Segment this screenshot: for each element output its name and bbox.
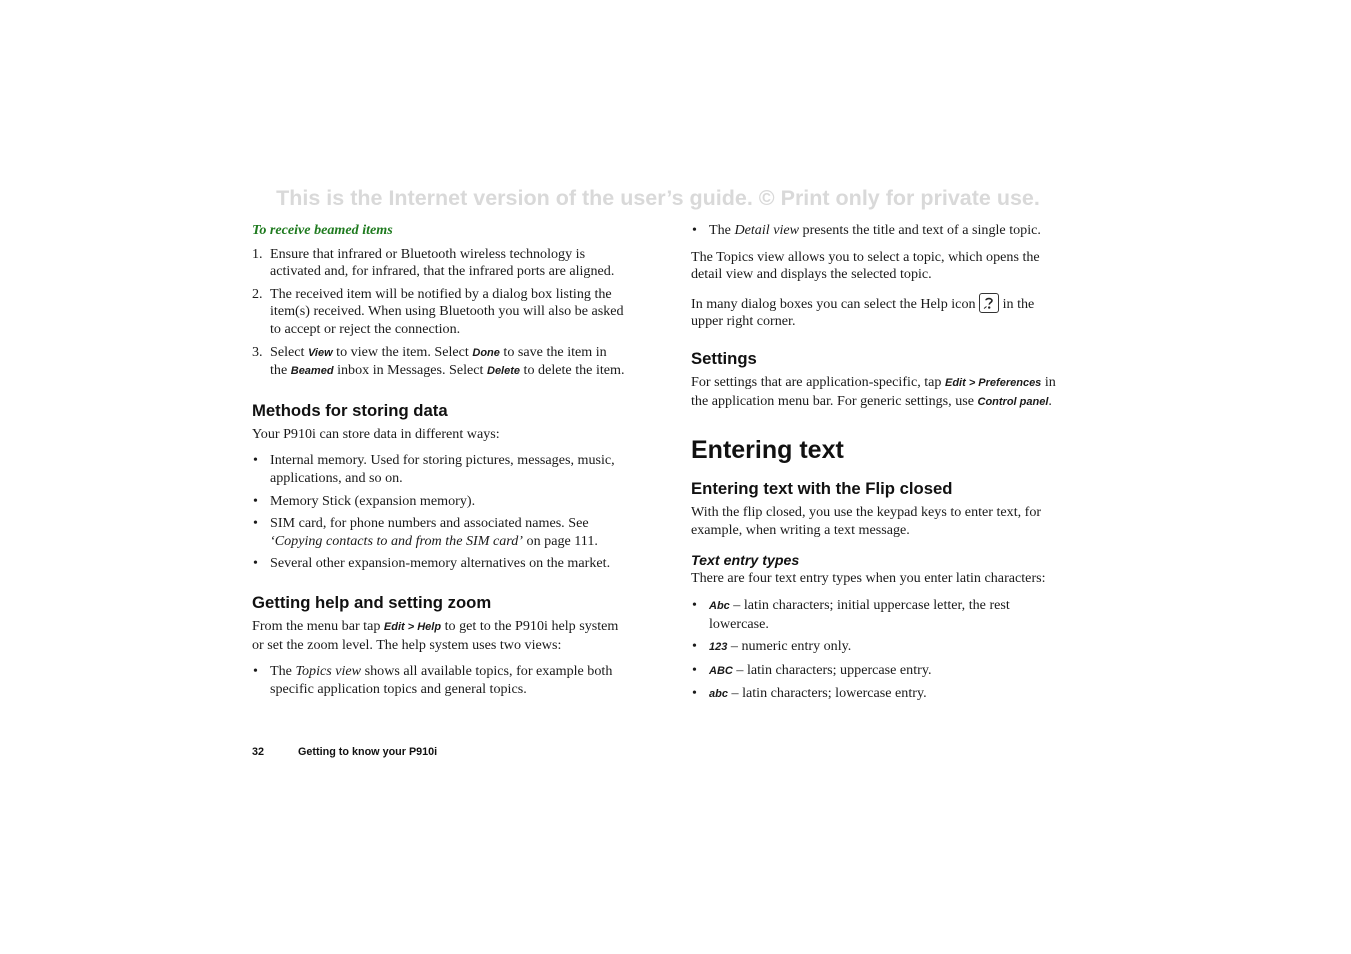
bullet-item: • ABC – latin characters; uppercase entry. <box>692 661 932 678</box>
help-paragraph: From the menu bar tap Edit > Help to get to the P910i help system or set the zoom level. The help system uses two views: <box>252 617 619 653</box>
section-heading-storing: Methods for storing data <box>252 400 448 420</box>
ui-term-edit-help: Edit > Help <box>383 620 442 633</box>
bullet-item: • abc – latin characters; lowercase entry. <box>692 685 927 702</box>
help-icon-paragraph: In many dialog boxes you can select the Help icon in the upper right corner. <box>691 293 1061 331</box>
ui-term-control-panel: Control panel <box>977 395 1049 408</box>
left-column <box>252 222 626 703</box>
numbered-step: 2. The received item will be notified by a dialog box listing the item(s) received. When using Bluetooth you will also be asked to accept or reject the connection. <box>252 285 624 337</box>
chapter-heading-entering-text: Entering text <box>691 436 844 465</box>
ui-term-beamed: Beamed <box>290 365 334 378</box>
bullet-item: • The Detail view presents the title and text of a single topic. <box>692 222 1041 238</box>
page-number: 32 <box>252 746 265 758</box>
bullet-item: • Internal memory. Used for storing pictures, messages, music, applications, and so on. <box>253 452 615 486</box>
ui-term-delete: Delete <box>487 365 521 378</box>
settings-paragraph: For settings that are application-specific, tap Edit > Preferences in the application menu bar. For generic settings, use Control panel. <box>691 373 1056 409</box>
bullet-item: • SIM card, for phone numbers and associated names. See ‘Copying contacts to and from the SIM card’ on page 111. <box>253 515 598 549</box>
section-heading-help: Getting help and setting zoom <box>252 592 492 612</box>
section-heading-flip-closed: Entering text with the Flip closed <box>691 479 953 499</box>
bullet-item: • Several other expansion-memory alternatives on the market. <box>253 555 611 572</box>
bullet-item: • Abc – latin characters; initial uppercase letter, the rest lowercase. <box>692 596 1010 632</box>
topics-paragraph: The Topics view allows you to select a topic, which opens the detail view and displays the selected topic. <box>691 248 1040 283</box>
bullet-item: • Memory Stick (expansion memory). <box>253 492 476 509</box>
right-column <box>691 222 1061 709</box>
ui-term-edit-preferences: Edit > Preferences <box>945 376 1042 389</box>
flip-paragraph: With the flip closed, you use the keypad keys to enter text, for example, when writing a text message. <box>691 504 1042 538</box>
subsection-heading-text-entry-types: Text entry types <box>691 553 800 570</box>
bullet-item: • The Topics view shows all available topics, for example both specific application topics and general topics. <box>253 663 613 697</box>
cross-reference: ‘Copying contacts to and from the SIM card’ <box>270 532 523 549</box>
storing-intro: Your P910i can store data in different ways: <box>252 425 500 442</box>
section-heading-settings: Settings <box>691 348 757 368</box>
ui-term-done: Done <box>472 346 500 359</box>
ui-term-view: View <box>307 346 333 359</box>
watermark: This is the Internet version of the user’s guide. © Print only for private use. <box>276 186 1040 210</box>
numbered-step: 3. Select View to view the item. Select Done to save the item in the Beamed inbox in Messages. Select Delete to delete the item. <box>252 343 625 379</box>
footer-section-title: Getting to know your P910i <box>298 746 438 758</box>
numbered-step: 1. Ensure that infrared or Bluetooth wireless technology is activated and, for infrared, that the infrared ports are aligned. <box>252 245 615 280</box>
types-intro: There are four text entry types when you enter latin characters: <box>691 570 1046 587</box>
bullet-item: • 123 – numeric entry only. <box>692 638 852 655</box>
procedure-title: To receive beamed items <box>252 222 393 238</box>
help-icon <box>979 293 999 313</box>
